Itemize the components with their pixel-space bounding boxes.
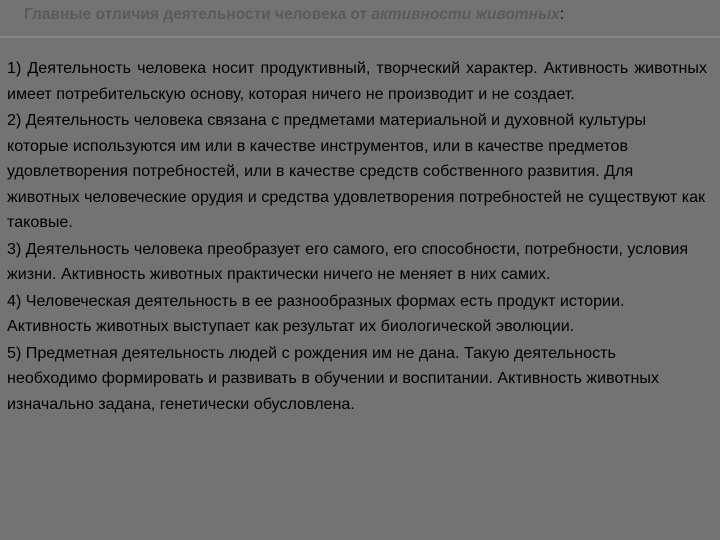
slide-content (7, 56, 707, 418)
title-colon: : (559, 6, 565, 23)
title-divider (0, 36, 720, 38)
title-accent: активности животных (371, 6, 560, 23)
list-item-4: 4) Человеческая деятельность в ее разнообразных формах есть продукт истории. Активность животных выступает как результат их биологической эволюции. (7, 291, 625, 335)
list-item-1: 1) Деятельность человека носит продуктивный, творческий характер. Активность животных имеет потребительскую основу, которая ничего не производит и не создает. (7, 59, 707, 103)
title-main: Главные отличия деятельности человека от (24, 6, 368, 23)
list-item-5: 5) Предметная деятельность людей с рождения им не дана. Такую деятельность необходимо формировать и развивать в обучении и воспитании. Активность животных изначально задана, генетически обусловлена. (7, 343, 659, 413)
slide-title (24, 6, 714, 30)
list-item-3: 3) Деятельность человека преобразует его самого, его способности, потребности, условия жизни. Активность животных практически ничего не меняет в них самих. (7, 239, 689, 283)
list-item-2: 2) Деятельность человека связана с предметами материальной и духовной культуры которые используются им или в качестве инструментов, или в качестве предметов удовлетворения потребностей, или в качестве средств собственного развития. Для животных человеческие орудия и средства удовлетворения потребностей не существуют как таковые. (7, 111, 706, 231)
